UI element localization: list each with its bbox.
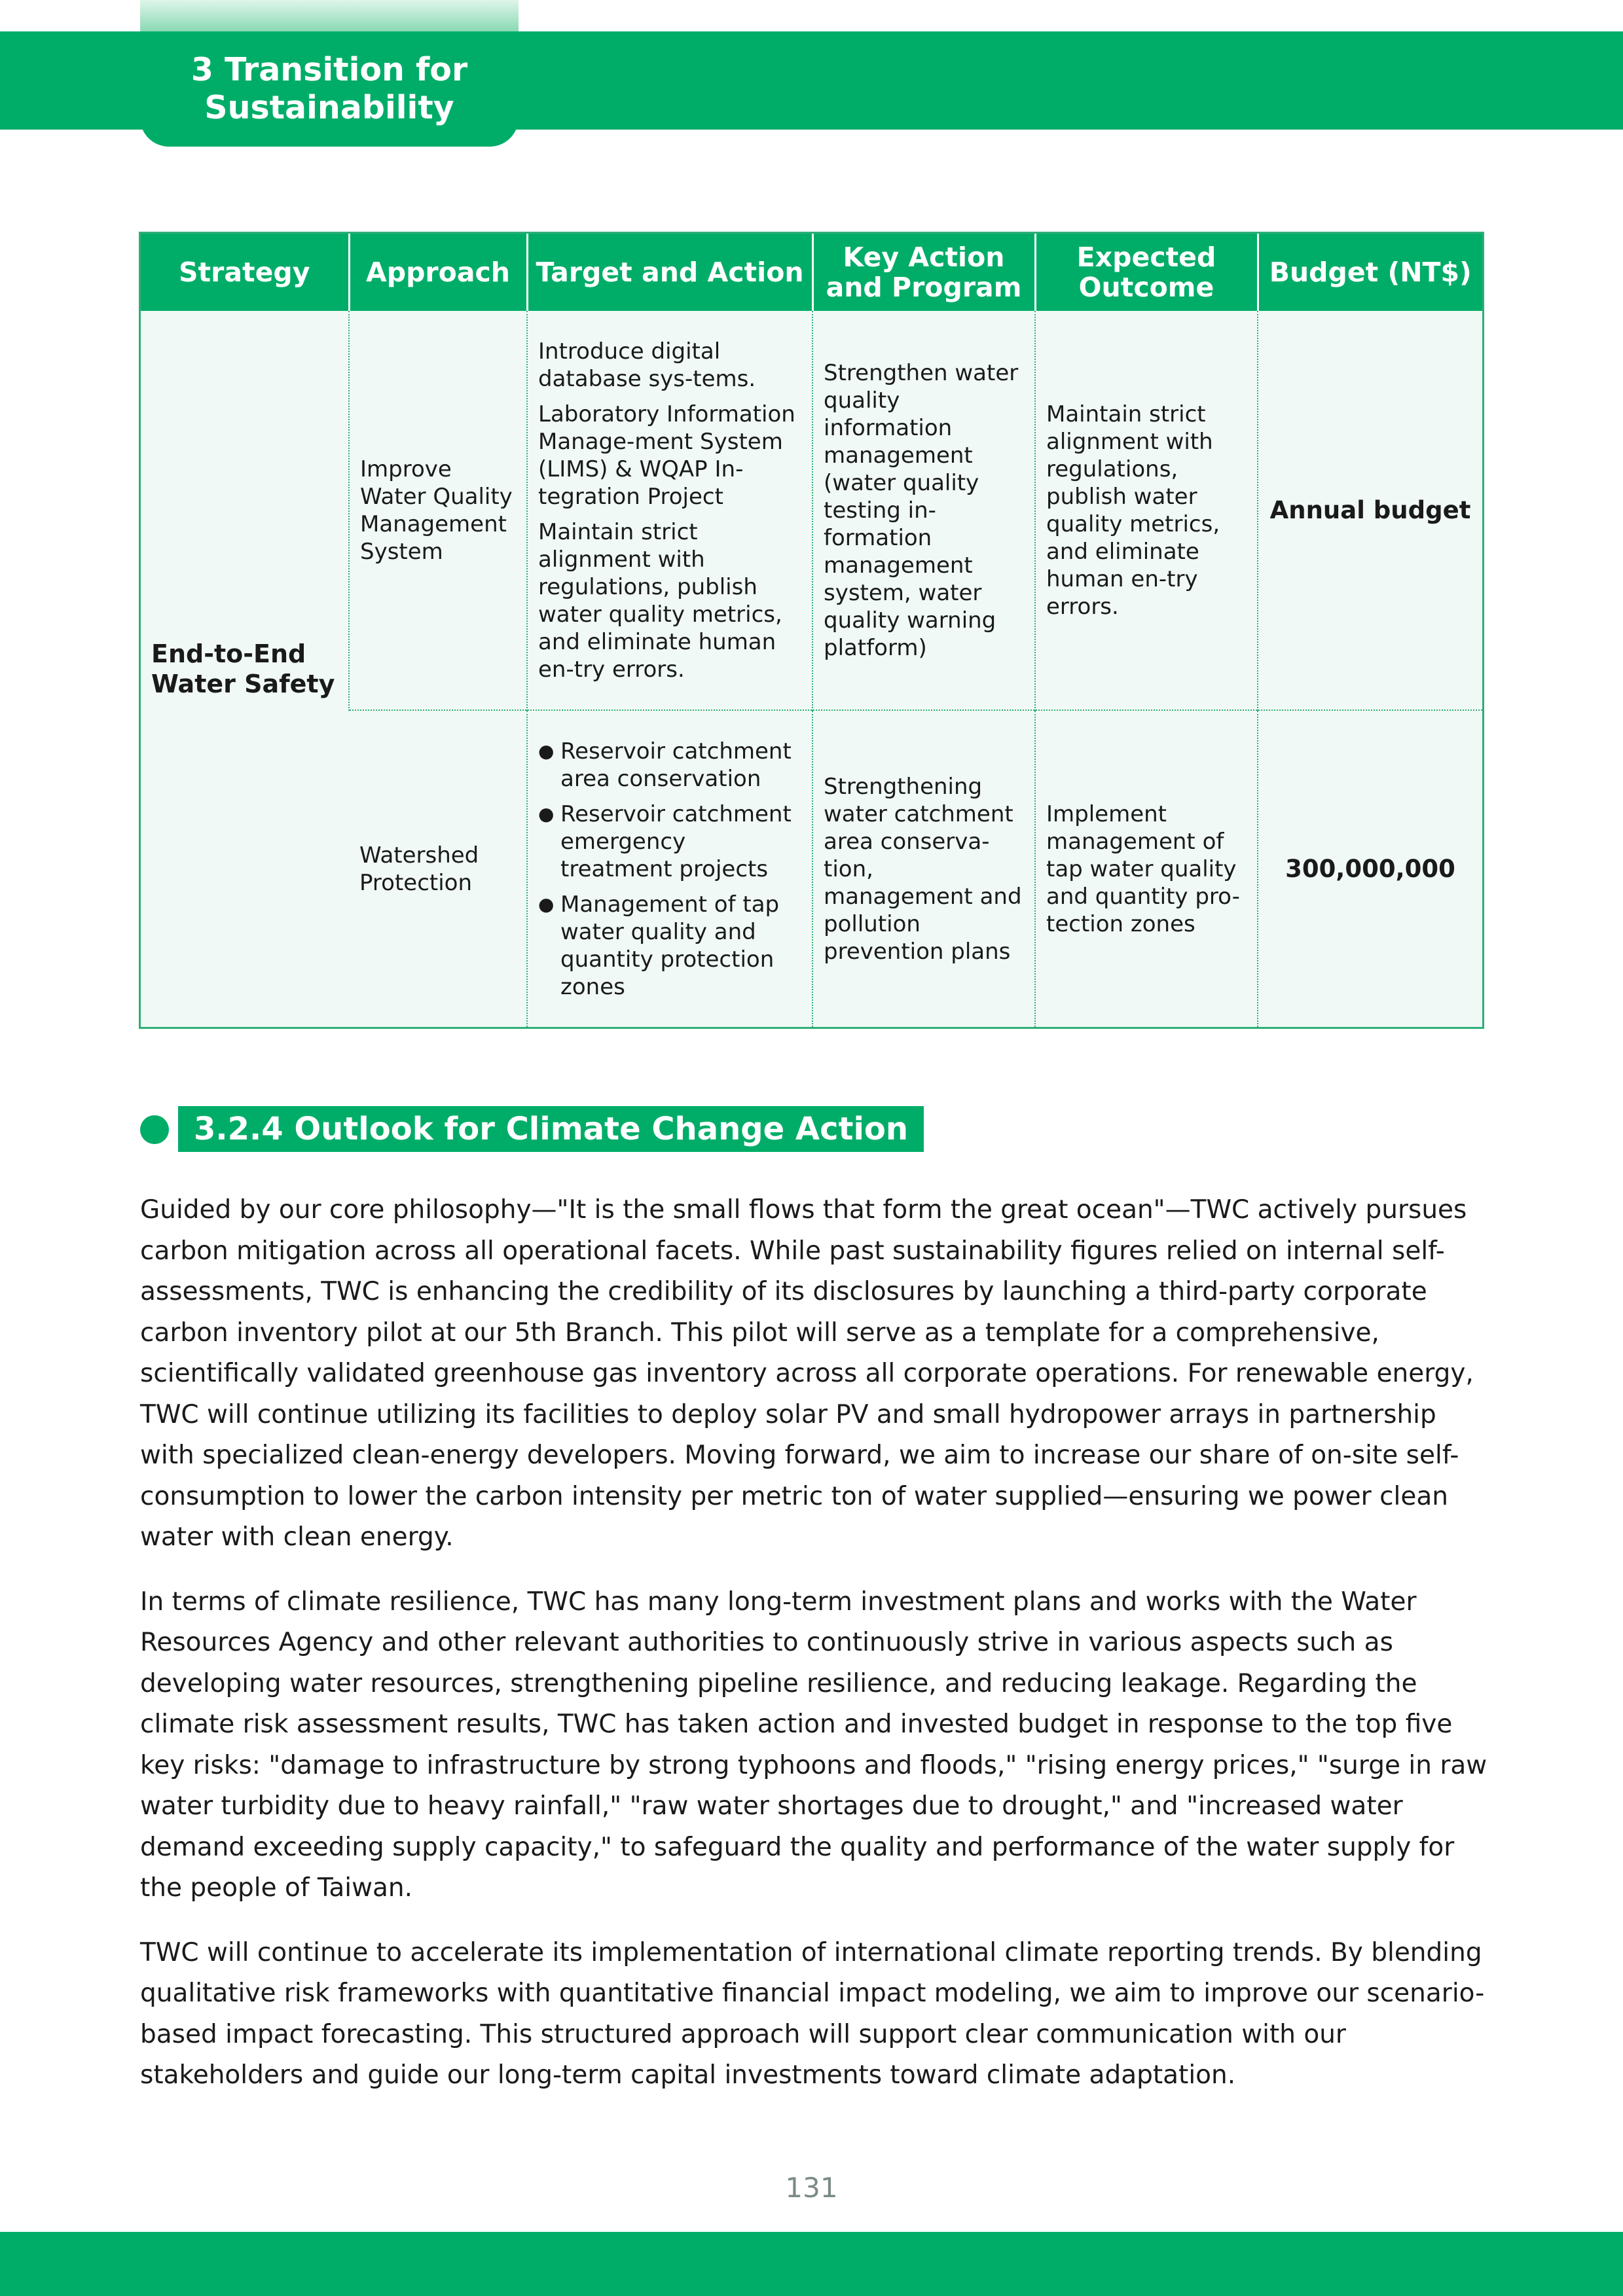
chapter-tab: [140, 31, 519, 147]
key-action-cell: Strengthening water catchment area conserva-tion, management and pollution prevention plans: [812, 710, 1035, 1027]
column-header-expected-outcome: Expected Outcome: [1035, 234, 1258, 311]
target-action-item: Laboratory Information Manage-ment System (LIMS) & WQAP In-tegration Project: [538, 401, 795, 510]
budget-cell: 300,000,000: [1258, 710, 1482, 1027]
page-number: 131: [785, 2172, 838, 2204]
footer-band: [0, 2232, 1623, 2296]
target-action-item: Maintain strict alignment with regulations, publish water quality metrics, and eliminate human en-try errors.: [538, 518, 782, 683]
budget-cell: Annual budget: [1258, 311, 1482, 710]
key-action-cell: Strengthen water quality information management (water quality testing in-formation management system, water quality warning platform): [812, 311, 1035, 710]
section-title: 3.2.4 Outlook for Climate Change Action: [178, 1106, 924, 1152]
section-body: [140, 1190, 1489, 2120]
chapter-title: 3 Transition for Sustainability: [191, 51, 468, 126]
column-header-budget: Budget (NT$): [1258, 234, 1482, 311]
table-header-row: [141, 234, 1482, 311]
target-action-cell: [527, 710, 812, 1027]
target-action-cell: [527, 311, 812, 710]
paragraph: In terms of climate resilience, TWC has many long-term investment plans and works with the Water Resources Agency and other relevant authorities to continuously strive in various aspects such as developing water resources, strengthening pipeline resilience, and reducing leakage. Regarding the climate risk assessment results, TWC has taken action and invested budget in response to the top five key risks: "damage to infrastructure by strong typhoons and floods," "rising energy prices," "surge in raw water turbidity due to heavy rainfall," "raw water shortages due to drought," and "increased water demand exceeding supply capacity," to safeguard the quality and performance of the water supply for the people of Taiwan.: [140, 1587, 1487, 1903]
column-header-target-action: Target and Action: [527, 234, 812, 311]
header-tab-highlight: [140, 0, 519, 35]
column-header-key-action: Key Action and Program: [812, 234, 1035, 311]
column-header-approach: Approach: [349, 234, 527, 311]
expected-outcome-cell: Maintain strict alignment with regulations, publish water quality metrics, and eliminate human en-try errors.: [1035, 311, 1258, 710]
paragraph: TWC will continue to accelerate its implementation of international climate reporting trends. By blending qualitative risk frameworks with quantitative financial impact modeling, we aim to improve our scenario-based impact forecasting. This structured approach will support clear communication with our stakeholders and guide our long-term capital investments toward climate adaptation.: [140, 1937, 1485, 2090]
list-item: ● Reservoir catchment area conservation: [538, 738, 801, 793]
list-item: ● Management of tap water quality and quantity protection zones: [538, 891, 801, 1001]
approach-cell: Watershed Protection: [349, 710, 527, 1027]
column-header-strategy: Strategy: [141, 234, 349, 311]
strategy-table: [139, 232, 1484, 1029]
expected-outcome-cell: Implement management of tap water quality and quantity pro-tection zones: [1035, 710, 1258, 1027]
section-bullet-icon: [140, 1115, 169, 1144]
strategy-cell: End-to-End Water Safety: [141, 311, 349, 1027]
target-action-list: [538, 738, 801, 1001]
target-action-item: Introduce digital database sys-tems.: [538, 338, 756, 392]
paragraph: Guided by our core philosophy—"It is the small flows that form the great ocean"—TWC actively pursues carbon mitigation across all operational facets. While past sustainability figures relied on internal self-assessments, TWC is enhancing the credibility of its disclosures by launching a third-party corporate carbon inventory pilot at our 5th Branch. This pilot will serve as a template for a comprehensive, scientifically validated greenhouse gas inventory across all corporate operations. For renewable energy, TWC will continue utilizing its facilities to deploy solar PV and small hydropower arrays in partnership with specialized clean-energy developers. Moving forward, we aim to increase our share of on-site self-consumption to lower the carbon intensity per metric ton of water supplied—ensuring we power clean water with clean energy.: [140, 1195, 1474, 1552]
approach-cell: Improve Water Quality Management System: [349, 311, 527, 710]
list-item: ● Reservoir catchment emergency treatment projects: [538, 800, 801, 883]
table-row: [141, 311, 1482, 710]
